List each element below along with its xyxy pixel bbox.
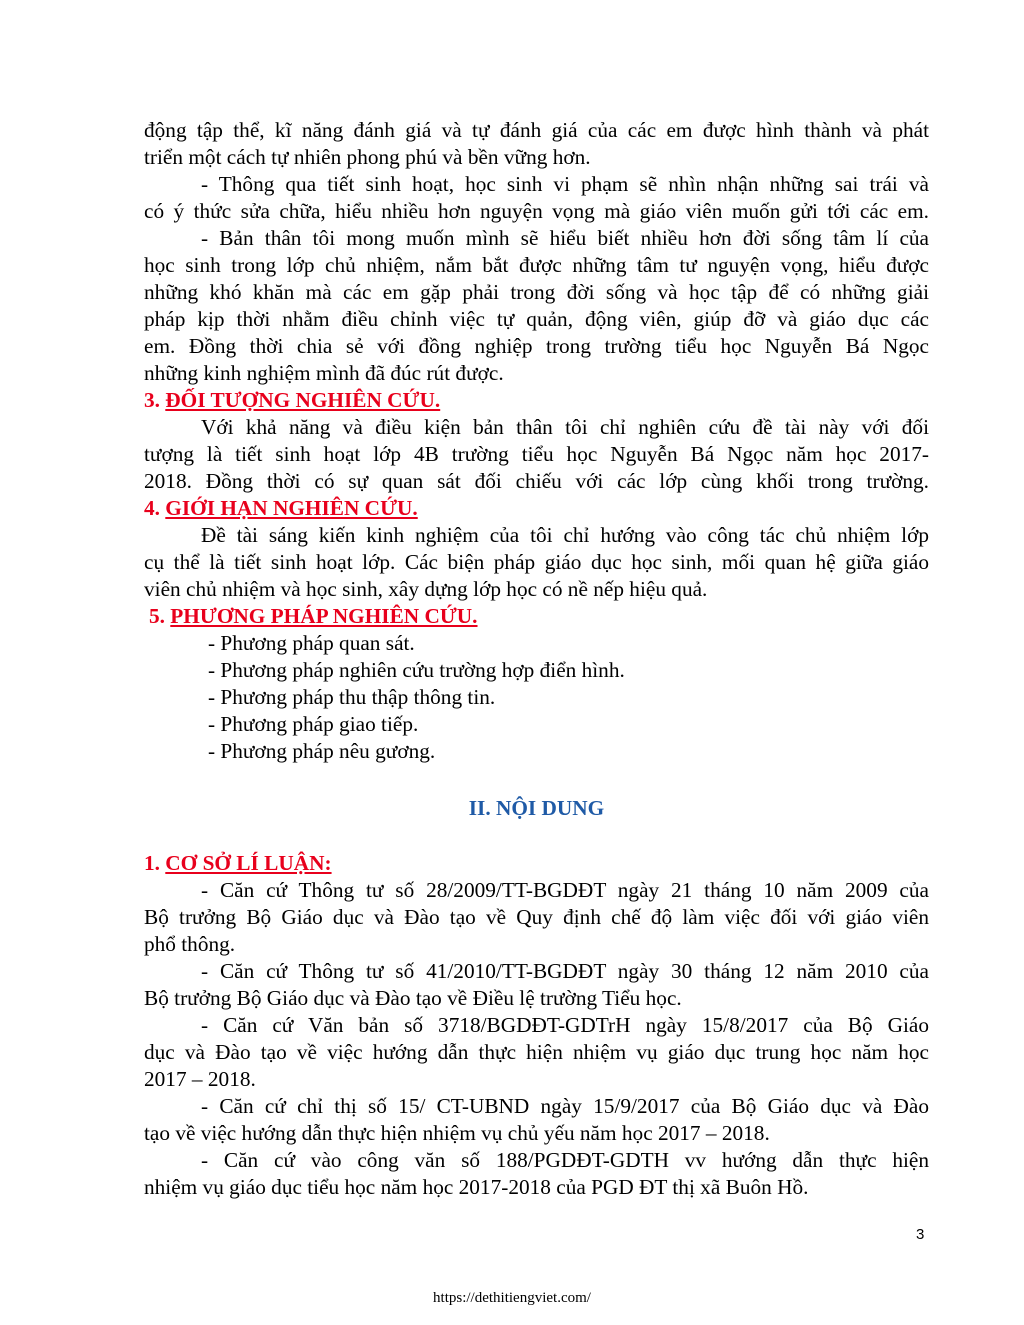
paragraph-line: 2018. Đồng thời có sự quan sát đối chiếu với các lớp cùng khối trong trường. — [144, 469, 929, 493]
paragraph-line: - Căn cứ Văn bản số 3718/BGDĐT-GDTrH ngày 15/8/2017 của Bộ Giáo — [201, 1013, 929, 1037]
paragraph-line: - Bản thân tôi mong muốn mình sẽ hiểu biết nhiều hơn đời sống tâm lí của — [201, 226, 929, 250]
section-1-heading — [144, 850, 929, 877]
section-4-heading — [144, 495, 929, 522]
paragraph-line: pháp kịp thời nhằm điều chỉnh việc tự quản, động viên, giúp đỡ và giáo dục các — [144, 307, 929, 331]
paragraph-line: triển một cách tự nhiên phong phú và bền vững hơn. — [144, 145, 591, 169]
section-title: PHƯƠNG PHÁP NGHIÊN CỨU. — [170, 604, 478, 628]
section-number: 3. — [144, 388, 166, 412]
paragraph-line: - Căn cứ vào công văn số 188/PGDĐT-GDTH vv hướng dẫn thực hiện — [201, 1148, 929, 1172]
paragraph-line: viên chủ nhiệm và học sinh, xây dựng lớp học có nề nếp hiệu quả. — [144, 577, 708, 601]
list-item: - Phương pháp nêu gương. — [208, 739, 436, 763]
paragraph-line: Bộ trưởng Bộ Giáo dục và Đào tạo về Quy định chế độ làm việc đối với giáo viên — [144, 905, 929, 929]
paragraph-line: - Căn cứ Thông tư số 41/2010/TT-BGDĐT ngày 30 tháng 12 năm 2010 của — [201, 959, 929, 983]
paragraph-line: - Căn cứ Thông tư số 28/2009/TT-BGDĐT ngày 21 tháng 10 năm 2009 của — [201, 878, 929, 902]
paragraph-line: phổ thông. — [144, 932, 236, 956]
list-item: - Phương pháp nghiên cứu trường hợp điển hình. — [208, 658, 625, 682]
paragraph-line: những kinh nghiệm mình đã đúc rút được. — [144, 361, 504, 385]
part-heading: II. NỘI DUNG — [468, 796, 605, 820]
paragraph-line: những khó khăn mà các em gặp phải trong đời sống và học tập để có những giải — [144, 280, 929, 304]
paragraph-line: nhiệm vụ giáo dục tiểu học năm học 2017-2018 của PGD ĐT thị xã Buôn Hồ. — [144, 1175, 809, 1199]
paragraph-line: có ý thức sửa chữa, hiểu nhiều hơn nguyện vọng mà giáo viên muốn gửi tới các em. — [144, 199, 929, 223]
paragraph-line: 2017 – 2018. — [144, 1067, 256, 1091]
section-5-heading — [144, 603, 929, 630]
page-number: 3 — [916, 1226, 925, 1243]
paragraph-line: - Căn cứ chỉ thị số 15/ CT-UBND ngày 15/9/2017 của Bộ Giáo dục và Đào — [201, 1094, 929, 1118]
list-item: - Phương pháp giao tiếp. — [208, 712, 419, 736]
paragraph-line: học sinh trong lớp chủ nhiệm, nắm bắt được những tâm tư nguyện vọng, hiểu được — [144, 253, 929, 277]
paragraph-line: em. Đồng thời chia sẻ với đồng nghiệp trong trường tiểu học Nguyễn Bá Ngọc — [144, 334, 929, 358]
paragraph-line: Bộ trưởng Bộ Giáo dục và Đào tạo về Điều lệ trường Tiểu học. — [144, 986, 682, 1010]
paragraph-line: Đề tài sáng kiến kinh nghiệm của tôi chỉ hướng vào công tác chủ nhiệm lớp — [201, 523, 929, 547]
paragraph-line: động tập thể, kĩ năng đánh giá và tự đánh giá của các em được hình thành và phát — [144, 118, 929, 142]
paragraph-line: tượng là tiết sinh hoạt lớp 4B trường tiểu học Nguyễn Bá Ngọc năm học 2017- — [144, 442, 929, 466]
section-title: ĐỐI TƯỢNG NGHIÊN CỨU. — [165, 388, 441, 412]
section-number: 1. — [144, 851, 166, 875]
section-title: GIỚI HẠN NGHIÊN CỨU. — [165, 496, 418, 520]
list-item: - Phương pháp quan sát. — [208, 631, 415, 655]
section-number: 4. — [144, 496, 166, 520]
paragraph-line: - Thông qua tiết sinh hoạt, học sinh vi phạm sẽ nhìn nhận những sai trái và — [201, 172, 929, 196]
footer-url[interactable]: https://dethitiengviet.com/ — [433, 1290, 591, 1306]
list-item: - Phương pháp thu thập thông tin. — [208, 685, 496, 709]
section-title: CƠ SỞ LÍ LUẬN: — [165, 851, 332, 875]
paragraph-line: Với khả năng và điều kiện bản thân tôi chỉ nghiên cứu đề tài này với đối — [201, 415, 929, 439]
paragraph-line: cụ thể là tiết sinh hoạt lớp. Các biện pháp giáo dục học sinh, mối quan hệ giữa giáo — [144, 550, 929, 574]
section-3-heading — [144, 387, 929, 414]
paragraph-line: tạo về việc hướng dẫn thực hiện nhiệm vụ chủ yếu năm học 2017 – 2018. — [144, 1121, 770, 1145]
section-number: 5. — [149, 604, 171, 628]
paragraph-line: dục và Đào tạo về việc hướng dẫn thực hiện nhiệm vụ giáo dục trung học năm học — [144, 1040, 929, 1064]
